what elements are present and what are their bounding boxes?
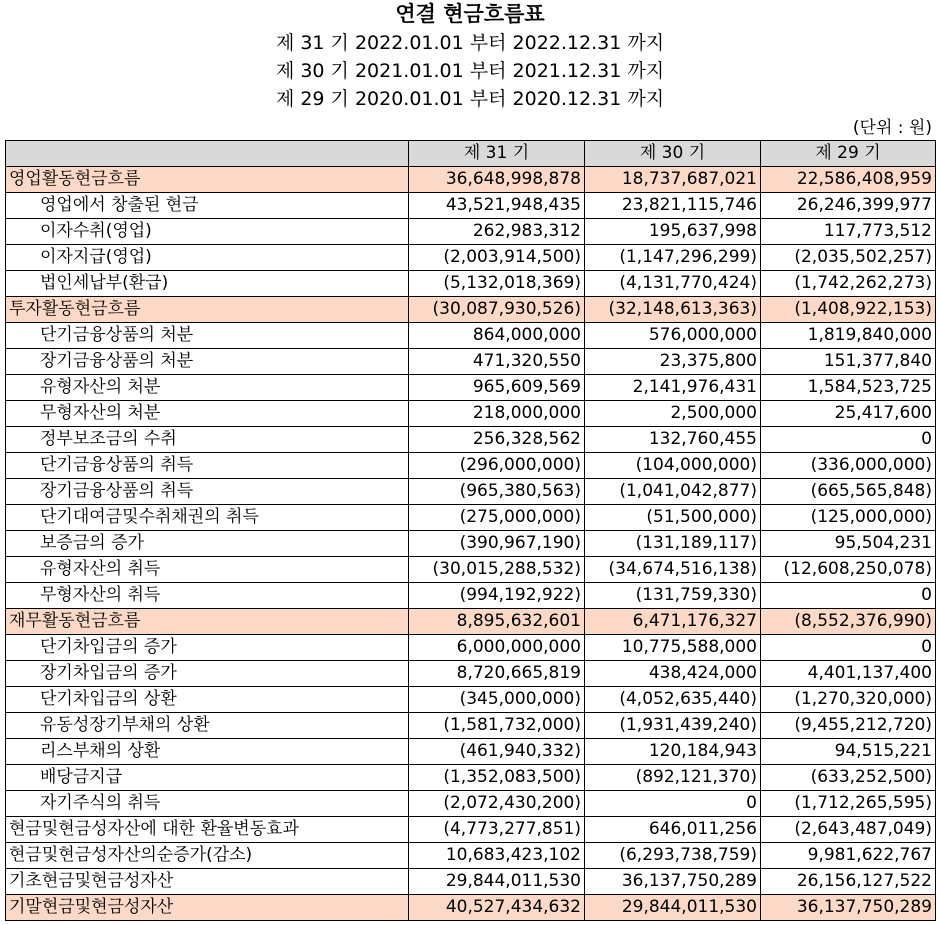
value-31: 10,683,423,102: [409, 843, 585, 869]
value-31: 8,720,665,819: [409, 661, 585, 687]
value-30: 18,737,687,021: [585, 167, 761, 193]
value-29: 26,156,127,522: [761, 869, 936, 895]
row-label: 유형자산의 취득: [6, 557, 409, 583]
value-30: (1,147,296,299): [585, 245, 761, 271]
table-row: [6, 869, 936, 895]
period-line-29: 제 29 기 2020.01.01 부터 2020.12.31 까지: [275, 88, 665, 110]
table-row: [6, 791, 936, 817]
value-30: 646,011,256: [585, 817, 761, 843]
value-30: (131,759,330): [585, 583, 761, 609]
table-row: [6, 193, 936, 219]
row-label: 현금및현금성자산에 대한 환율변동효과: [6, 817, 409, 843]
value-31: (345,000,000): [409, 687, 585, 713]
period-line-31: 제 31 기 2022.01.01 부터 2022.12.31 까지: [275, 32, 665, 54]
row-label: 기초현금및현금성자산: [6, 869, 409, 895]
value-29: 117,773,512: [761, 219, 936, 245]
row-label: 리스부채의 상환: [6, 739, 409, 765]
row-label: 단기금융상품의 취득: [6, 453, 409, 479]
value-29: 9,981,622,767: [761, 843, 936, 869]
value-31: 471,320,550: [409, 349, 585, 375]
table-header-row: [6, 141, 936, 167]
value-31: (1,581,732,000): [409, 713, 585, 739]
value-30: (104,000,000): [585, 453, 761, 479]
value-30: 23,375,800: [585, 349, 761, 375]
header-period-30: 제 30 기: [585, 141, 761, 167]
row-label: 자기주식의 취득: [6, 791, 409, 817]
value-29: 4,401,137,400: [761, 661, 936, 687]
value-29: 36,137,750,289: [761, 895, 936, 921]
value-31: (461,940,332): [409, 739, 585, 765]
value-30: (32,148,613,363): [585, 297, 761, 323]
row-label: 장기차입금의 증가: [6, 661, 409, 687]
table-row: [6, 401, 936, 427]
row-label: 재무활동현금흐름: [6, 609, 409, 635]
row-label: 이자수취(영업): [6, 219, 409, 245]
value-29: (1,408,922,153): [761, 297, 936, 323]
section-row-financing: [6, 609, 936, 635]
value-30: (4,052,635,440): [585, 687, 761, 713]
value-29: (1,742,262,273): [761, 271, 936, 297]
row-label: 영업에서 창출된 현금: [6, 193, 409, 219]
row-label: 단기대여금및수취채권의 취득: [6, 505, 409, 531]
table-row: [6, 661, 936, 687]
table-row: [6, 245, 936, 271]
value-30: (34,674,516,138): [585, 557, 761, 583]
row-label: 법인세납부(환급): [6, 271, 409, 297]
value-30: (1,041,042,877): [585, 479, 761, 505]
value-31: 864,000,000: [409, 323, 585, 349]
header-label-col: [6, 141, 409, 167]
value-30: (131,189,117): [585, 531, 761, 557]
value-29: 25,417,600: [761, 401, 936, 427]
section-row-operating: [6, 167, 936, 193]
value-29: 1,584,523,725: [761, 375, 936, 401]
value-29: 22,586,408,959: [761, 167, 936, 193]
value-29: (2,035,502,257): [761, 245, 936, 271]
table-row: [6, 219, 936, 245]
value-30: (6,293,738,759): [585, 843, 761, 869]
value-31: 8,895,632,601: [409, 609, 585, 635]
table-row: [6, 505, 936, 531]
table-row: [6, 635, 936, 661]
value-31: 218,000,000: [409, 401, 585, 427]
value-30: 438,424,000: [585, 661, 761, 687]
value-29: 26,246,399,977: [761, 193, 936, 219]
table-row: [6, 843, 936, 869]
table-row: [6, 739, 936, 765]
table-row: [6, 713, 936, 739]
value-29: (12,608,250,078): [761, 557, 936, 583]
value-29: (9,455,212,720): [761, 713, 936, 739]
value-30: 132,760,455: [585, 427, 761, 453]
table-row: [6, 765, 936, 791]
table-row: [6, 583, 936, 609]
value-29: (336,000,000): [761, 453, 936, 479]
value-29: 151,377,840: [761, 349, 936, 375]
value-31: 43,521,948,435: [409, 193, 585, 219]
section-row-investing: [6, 297, 936, 323]
table-row: [6, 323, 936, 349]
row-label: 장기금융상품의 취득: [6, 479, 409, 505]
unit-label: (단위 : 원): [852, 118, 932, 138]
row-label: 이자지급(영업): [6, 245, 409, 271]
value-29: 1,819,840,000: [761, 323, 936, 349]
value-30: 195,637,998: [585, 219, 761, 245]
value-31: (30,015,288,532): [409, 557, 585, 583]
table-row: [6, 557, 936, 583]
value-31: 29,844,011,530: [409, 869, 585, 895]
table-row: [6, 453, 936, 479]
value-29: (2,643,487,049): [761, 817, 936, 843]
table-row: [6, 349, 936, 375]
value-29: 0: [761, 583, 936, 609]
value-29: 95,504,231: [761, 531, 936, 557]
value-31: 262,983,312: [409, 219, 585, 245]
table-row: [6, 817, 936, 843]
row-label: 단기금융상품의 처분: [6, 323, 409, 349]
value-30: (892,121,370): [585, 765, 761, 791]
value-31: (4,773,277,851): [409, 817, 585, 843]
value-30: 2,141,976,431: [585, 375, 761, 401]
value-30: 6,471,176,327: [585, 609, 761, 635]
row-label: 영업활동현금흐름: [6, 167, 409, 193]
header-period-31: 제 31 기: [409, 141, 585, 167]
row-label: 투자활동현금흐름: [6, 297, 409, 323]
section-row-ending-cash: [6, 895, 936, 921]
value-31: 6,000,000,000: [409, 635, 585, 661]
value-29: (1,270,320,000): [761, 687, 936, 713]
value-31: (390,967,190): [409, 531, 585, 557]
statement-title: 연결 현금흐름표: [395, 2, 545, 26]
value-30: 2,500,000: [585, 401, 761, 427]
row-label: 무형자산의 처분: [6, 401, 409, 427]
value-31: (994,192,922): [409, 583, 585, 609]
period-line-30: 제 30 기 2021.01.01 부터 2021.12.31 까지: [275, 60, 665, 82]
value-30: 10,775,588,000: [585, 635, 761, 661]
table-row: [6, 479, 936, 505]
value-30: 576,000,000: [585, 323, 761, 349]
row-label: 보증금의 증가: [6, 531, 409, 557]
row-label: 무형자산의 취득: [6, 583, 409, 609]
value-31: (30,087,930,526): [409, 297, 585, 323]
value-31: (2,072,430,200): [409, 791, 585, 817]
value-31: (296,000,000): [409, 453, 585, 479]
value-29: (125,000,000): [761, 505, 936, 531]
value-29: (665,565,848): [761, 479, 936, 505]
value-30: 23,821,115,746: [585, 193, 761, 219]
value-30: 120,184,943: [585, 739, 761, 765]
value-30: (1,931,439,240): [585, 713, 761, 739]
table-row: [6, 531, 936, 557]
row-label: 유형자산의 처분: [6, 375, 409, 401]
value-29: (1,712,265,595): [761, 791, 936, 817]
row-label: 단기차입금의 증가: [6, 635, 409, 661]
value-29: (633,252,500): [761, 765, 936, 791]
value-31: (5,132,018,369): [409, 271, 585, 297]
value-30: 29,844,011,530: [585, 895, 761, 921]
value-30: 0: [585, 791, 761, 817]
cash-flow-table: [5, 140, 936, 921]
value-31: (275,000,000): [409, 505, 585, 531]
row-label: 현금및현금성자산의순증가(감소): [6, 843, 409, 869]
value-29: 0: [761, 427, 936, 453]
row-label: 단기차입금의 상환: [6, 687, 409, 713]
table-row: [6, 375, 936, 401]
value-29: 0: [761, 635, 936, 661]
value-31: 40,527,434,632: [409, 895, 585, 921]
row-label: 장기금융상품의 처분: [6, 349, 409, 375]
value-30: (4,131,770,424): [585, 271, 761, 297]
value-31: (965,380,563): [409, 479, 585, 505]
table-row: [6, 687, 936, 713]
header-period-29: 제 29 기: [761, 141, 936, 167]
value-30: 36,137,750,289: [585, 869, 761, 895]
table-row: [6, 271, 936, 297]
value-29: 94,515,221: [761, 739, 936, 765]
value-31: 965,609,569: [409, 375, 585, 401]
value-31: 36,648,998,878: [409, 167, 585, 193]
row-label: 정부보조금의 수취: [6, 427, 409, 453]
row-label: 유동성장기부채의 상환: [6, 713, 409, 739]
row-label: 배당금지급: [6, 765, 409, 791]
value-31: 256,328,562: [409, 427, 585, 453]
value-29: (8,552,376,990): [761, 609, 936, 635]
table-row: [6, 427, 936, 453]
row-label: 기말현금및현금성자산: [6, 895, 409, 921]
value-31: (2,003,914,500): [409, 245, 585, 271]
value-30: (51,500,000): [585, 505, 761, 531]
value-31: (1,352,083,500): [409, 765, 585, 791]
